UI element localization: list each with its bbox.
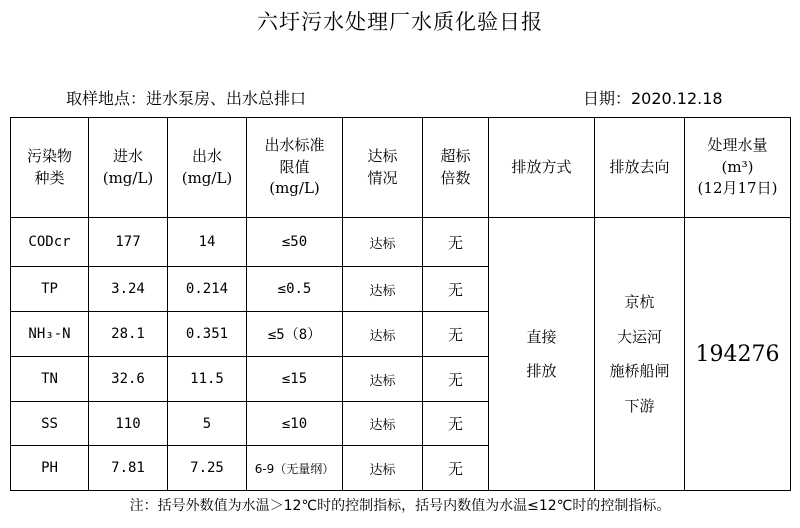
discharge-dest-cell: 京杭 大运河 施桥船闸 下游	[595, 218, 685, 491]
influent-cell: 3.24	[89, 267, 168, 312]
header-discharge-dest: 排放去向	[595, 118, 685, 218]
effluent-cell: 5	[168, 402, 247, 446]
header-discharge-method: 排放方式	[489, 118, 595, 218]
limit-cell: ≤5（8）	[247, 312, 343, 357]
status-cell: 达标	[343, 357, 423, 402]
limit-cell: ≤10	[247, 402, 343, 446]
effluent-cell: 0.214	[168, 267, 247, 312]
exceed-cell: 无	[423, 218, 489, 267]
report-title: 六圩污水处理厂水质化验日报	[257, 10, 543, 34]
pollutant-cell: CODcr	[11, 218, 89, 267]
influent-cell: 28.1	[89, 312, 168, 357]
influent-cell: 177	[89, 218, 168, 267]
header-influent: 进水 (mg/L)	[89, 118, 168, 218]
effluent-cell: 0.351	[168, 312, 247, 357]
limit-cell: ≤15	[247, 357, 343, 402]
header-pollutant: 污染物 种类	[11, 118, 89, 218]
sampling-location: 取样地点：进水泵房、出水总排口	[66, 89, 307, 108]
report-date: 日期：2020.12.18	[583, 89, 723, 108]
header-status: 达标 情况	[343, 118, 423, 218]
exceed-cell: 无	[423, 446, 489, 491]
header-volume: 处理水量 (m³) (12月17日)	[685, 118, 791, 218]
pollutant-cell: TP	[11, 267, 89, 312]
effluent-cell: 7.25	[168, 446, 247, 491]
influent-cell: 32.6	[89, 357, 168, 402]
water-quality-table	[10, 117, 791, 491]
pollutant-cell: PH	[11, 446, 89, 491]
exceed-cell: 无	[423, 402, 489, 446]
table-row	[11, 218, 791, 267]
header-row	[11, 118, 791, 218]
status-cell: 达标	[343, 402, 423, 446]
effluent-cell: 11.5	[168, 357, 247, 402]
exceed-cell: 无	[423, 267, 489, 312]
volume-cell: 194276	[685, 218, 791, 491]
influent-cell: 7.81	[89, 446, 168, 491]
exceed-cell: 无	[423, 357, 489, 402]
footnote: 注：括号外数值为水温＞12℃时的控制指标，括号内数值为水温≤12℃时的控制指标。	[129, 498, 671, 514]
header-exceed: 超标 倍数	[423, 118, 489, 218]
status-cell: 达标	[343, 267, 423, 312]
status-cell: 达标	[343, 446, 423, 491]
header-limit: 出水标准 限值 (mg/L)	[247, 118, 343, 218]
status-cell: 达标	[343, 312, 423, 357]
limit-cell: ≤50	[247, 218, 343, 267]
influent-cell: 110	[89, 402, 168, 446]
pollutant-cell: TN	[11, 357, 89, 402]
discharge-method-cell: 直接 排放	[489, 218, 595, 491]
status-cell: 达标	[343, 218, 423, 267]
limit-cell: 6-9（无量纲）	[247, 446, 343, 491]
exceed-cell: 无	[423, 312, 489, 357]
header-effluent: 出水 (mg/L)	[168, 118, 247, 218]
pollutant-cell: SS	[11, 402, 89, 446]
pollutant-cell: NH₃-N	[11, 312, 89, 357]
limit-cell: ≤0.5	[247, 267, 343, 312]
effluent-cell: 14	[168, 218, 247, 267]
